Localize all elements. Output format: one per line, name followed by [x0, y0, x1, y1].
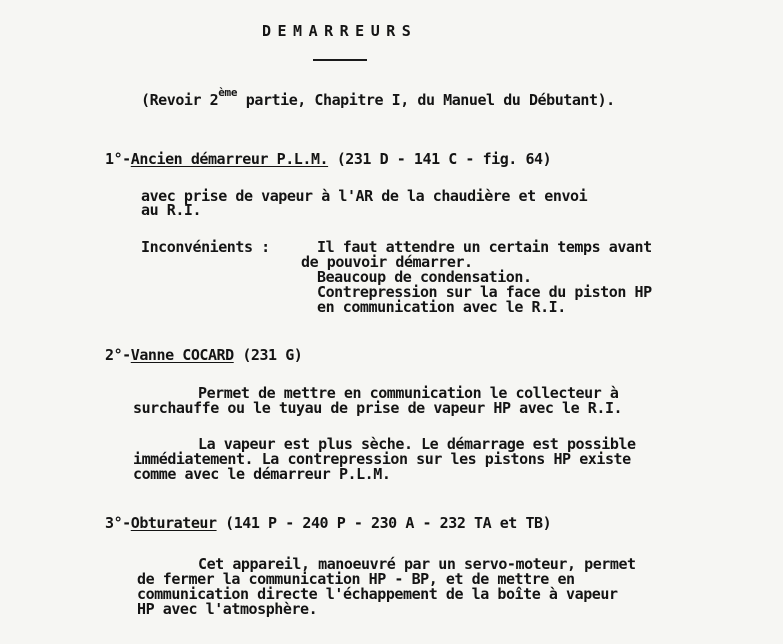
- inconvenient-line: Beaucoup de condensation.: [317, 268, 532, 286]
- section2-heading: Vanne COCARD: [130, 346, 234, 364]
- intro-superscript: ème: [218, 86, 238, 99]
- section1-heading: Ancien démarreur P.L.M.: [130, 150, 329, 168]
- inconvenients-label: Inconvénients :: [141, 238, 270, 256]
- section2-para2-line: immédiatement. La contrepression sur les pistons HP existe: [133, 450, 631, 468]
- section3-heading-line: [105, 516, 551, 531]
- section2-para1-line: surchauffe ou le tuyau de prise de vapeur HP avec le R.I.: [133, 399, 623, 417]
- section3-number: 3°-: [105, 514, 131, 532]
- section1-text-line: au R.I.: [141, 201, 202, 219]
- inconvenient-line: Il faut attendre un certain temps avant: [317, 238, 652, 256]
- section3-para1-line: HP avec l'atmosphère.: [137, 600, 318, 618]
- intro-line: [141, 86, 615, 109]
- section1-number: 1°-: [105, 150, 131, 168]
- section3-ref: (141 P - 240 P - 230 A - 232 TA et TB): [216, 514, 552, 532]
- intro-before: (Revoir 2: [141, 91, 219, 109]
- section1-heading-line: [105, 152, 551, 167]
- intro-after: partie, Chapitre I, du Manuel du Débutant).: [237, 91, 615, 109]
- inconvenient-line: de pouvoir démarrer.: [301, 253, 473, 271]
- section1-text-line: avec prise de vapeur à l'AR de la chaudière et envoi: [141, 187, 588, 205]
- title-underline: [313, 59, 367, 61]
- section2-para1-line: Permet de mettre en communication le collecteur à: [198, 384, 619, 402]
- section2-ref: (231 G): [233, 346, 303, 364]
- section2-para2-line: La vapeur est plus sèche. Le démarrage est possible: [198, 435, 636, 453]
- section3-para1-line: de fermer la communication HP - BP, et de mettre en: [137, 570, 575, 588]
- section2-number: 2°-: [105, 346, 131, 364]
- document-title: DEMARREURS: [262, 22, 418, 40]
- section3-para1-line: communication directe l'échappement de la boîte à vapeur: [137, 585, 618, 603]
- section3-para1-line: Cet appareil, manoeuvré par un servo-moteur, permet: [198, 555, 636, 573]
- inconvenient-line: Contrepression sur la face du piston HP: [317, 283, 652, 301]
- section2-heading-line: [105, 348, 302, 363]
- section3-heading: Obturateur: [130, 514, 217, 532]
- section1-ref: (231 D - 141 C - fig. 64): [328, 150, 552, 168]
- inconvenient-line: en communication avec le R.I.: [317, 298, 566, 316]
- section2-para2-line: comme avec le démarreur P.L.M.: [133, 465, 391, 483]
